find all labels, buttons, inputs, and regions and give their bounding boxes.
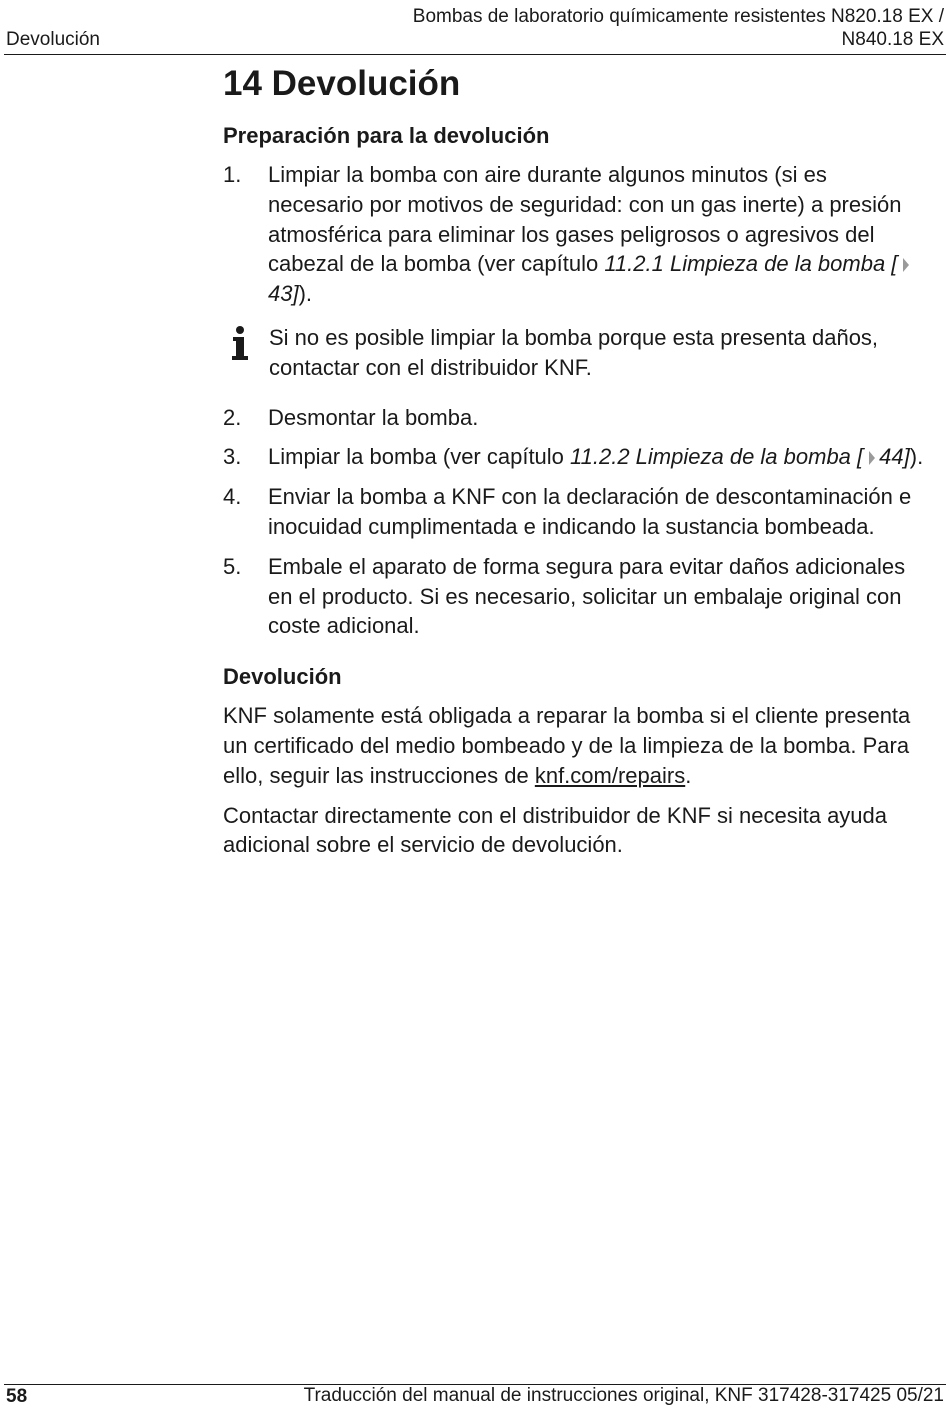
cross-reference-page: 43]	[268, 281, 299, 307]
step-item	[223, 482, 928, 542]
header-section-label: Devolución	[6, 29, 100, 50]
step-item	[223, 552, 928, 641]
paragraph-text: KNF solamente está obligada a reparar la bomba si el cliente presenta un certificado del medio bombeado y de la limpieza de la bomba. Para ello, seguir las instrucciones de	[223, 703, 911, 788]
footer-document-info: Traducción del manual de instrucciones original, KNF 317428-317425 05/21	[303, 1385, 944, 1406]
step-number: 5.	[223, 553, 242, 579]
info-note-text: Si no es posible limpiar la bomba porque esta presenta daños, contactar con el distribuidor KNF.	[269, 324, 879, 380]
step-number: 2.	[223, 404, 242, 430]
cross-reference-link[interactable]	[570, 444, 910, 469]
step-text	[268, 160, 928, 309]
devolucion-paragraph-1	[223, 701, 928, 790]
page-ref-arrow-icon	[869, 451, 875, 465]
header-product-line-1: Bombas de laboratorio químicamente resistentes N820.18 EX /	[412, 6, 944, 27]
preparation-steps	[223, 160, 928, 641]
step-text-after: ).	[298, 281, 313, 307]
header-product-line-2: N840.18 EX	[841, 29, 944, 50]
step-item	[223, 160, 928, 309]
paragraph-text-end: .	[685, 762, 692, 788]
step-number: 4.	[223, 484, 242, 510]
step-text-after: ).	[909, 444, 924, 470]
info-icon	[229, 323, 269, 371]
step-item	[223, 403, 928, 433]
main-content	[223, 62, 928, 870]
cross-reference-page: 44]	[879, 444, 910, 470]
repairs-link[interactable]: knf.com/​repairs	[534, 762, 686, 788]
cross-reference-title: 11.2.2 Limpieza de la bomba [	[570, 444, 864, 470]
devolucion-heading: Devolución	[223, 664, 342, 690]
header-divider	[4, 54, 946, 55]
cross-reference-title: 11.2.1 Limpieza de la bomba [	[604, 251, 898, 277]
info-i-icon-svg	[229, 325, 251, 363]
devolucion-paragraph-2: Contactar directamente con el distribuidor de KNF si necesita ayuda adicional sobre el servicio de devolución.	[223, 802, 888, 858]
step-text: Desmontar la bomba.	[268, 404, 479, 430]
page-number: 58	[6, 1386, 28, 1407]
header-product-title	[304, 5, 944, 51]
step-text	[268, 442, 928, 472]
page-ref-arrow-icon	[903, 258, 909, 272]
step-text: Embale el aparato de forma segura para evitar daños adicionales en el producto. Si es necesario, solicitar un embalaje original con coste adicional.	[268, 553, 906, 639]
step-item	[223, 442, 928, 472]
info-note	[229, 323, 928, 383]
step-text-before: Limpiar la bomba (ver capítulo	[268, 444, 571, 470]
preparation-heading: Preparación para la devolución	[223, 123, 550, 148]
step-text-before: Limpiar la bomba con aire durante algunos minutos (si es necesario por motivos de seguridad: con un gas inerte) a presión atmosférica para eliminar los gases peligrosos o agresivos del cabezal de la bomba (ver capítulo	[268, 162, 902, 277]
step-text: Enviar la bomba a KNF con la declaración de descontaminación e inocuidad cumplimentada e indicando la sustancia bombeada.	[268, 484, 912, 539]
step-number: 1.	[223, 162, 242, 187]
step-number: 3.	[223, 444, 242, 470]
chapter-title: 14 Devolución	[223, 64, 461, 103]
